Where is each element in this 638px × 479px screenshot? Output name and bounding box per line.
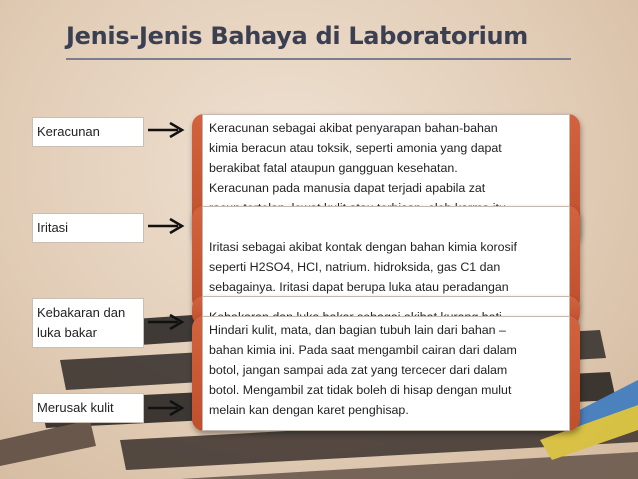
text-line: seperti H2SO4, HCI, natrium. hidroksida, gas C1 dan xyxy=(209,260,501,274)
arrow-right-icon xyxy=(146,216,190,236)
arrow-right-icon xyxy=(146,120,190,140)
description-merusak-kulit xyxy=(192,316,580,431)
text-line: kimia beracun atau toksik, seperti amonia yang dapat xyxy=(209,141,502,155)
text-line: berakibat fatal ataupun gangguan kesehatan. xyxy=(209,161,458,175)
text-line: bahan kimia ini. Pada saat mengambil cairan dari dalam xyxy=(209,343,517,357)
text-line: Keracunan pada manusia dapat terjadi apabila zat xyxy=(209,181,486,195)
label-keracunan: Keracunan xyxy=(32,117,144,147)
arrow-right-icon xyxy=(146,398,190,418)
text-line: Iritasi sebagai akibat kontak dengan bahan kimia korosif xyxy=(209,240,517,254)
text-line: Keracunan sebagai akibat penyarapan bahan-bahan xyxy=(209,121,498,135)
text-line: botol. Mengambil zat tidak boleh di hisap dengan mulut xyxy=(209,383,512,397)
label-kebakaran: Kebakaran dan luka bakar xyxy=(32,298,144,348)
text-line: botol, jangan sampai ada zat yang tercecer dari dalam xyxy=(209,363,508,377)
description-merusak-kulit-text xyxy=(202,316,570,431)
text-line: sebagainya. Iritasi dapat berupa luka atau peradangan xyxy=(209,280,509,294)
page-title: Jenis-Jenis Bahaya di Laboratorium xyxy=(66,22,529,50)
label-merusak-kulit: Merusak kulit xyxy=(32,393,144,423)
arrow-right-icon xyxy=(146,312,190,332)
label-iritasi: Iritasi xyxy=(32,213,144,243)
text-line: Hindari kulit, mata, dan bagian tubuh lain dari bahan – xyxy=(209,323,506,337)
text-line: melain kan dengan karet penghisap. xyxy=(209,403,409,417)
title-divider xyxy=(66,58,571,60)
